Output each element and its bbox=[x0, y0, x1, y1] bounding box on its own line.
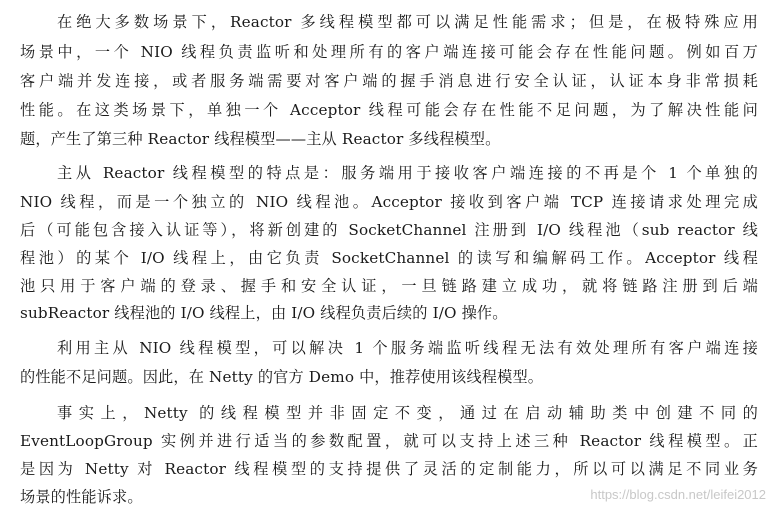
paragraph-2-line-6: subReactor 线程池的 I/O 线程上，由 I/O 线程负责后续的 I/O 操作。 bbox=[20, 304, 508, 322]
paragraph-4-line-4: 场景的性能诉求。 bbox=[20, 488, 143, 506]
paragraph-1-line-2: 场景中，一个 NIO 线程负责监听和处理所有的客户端连接可能会存在性能问题。例如百万 bbox=[20, 43, 758, 61]
paragraph-2-line-3: 后（可能包含接入认证等），将新创建的 SocketChannel 注册到 I/O 线程池（sub reactor 线 bbox=[20, 221, 758, 239]
paragraph-2-line-2: NIO 线程，而是一个独立的 NIO 线程池。Acceptor 接收到客户端 TCP 连接请求处理完成 bbox=[20, 193, 758, 211]
paragraph-1-line-3: 客户端并发连接，或者服务端需要对客户端的握手消息进行安全认证，认证本身非常损耗 bbox=[20, 72, 758, 90]
paragraph-2-line-1: 主从 Reactor 线程模型的特点是：服务端用于接收客户端连接的不再是个 1 个单独的 bbox=[57, 164, 758, 182]
paragraph-4-line-3: 是因为 Netty 对 Reactor 线程模型的支持提供了灵活的定制能力，所以可以满足不同业务 bbox=[20, 460, 758, 478]
csdn-watermark: https://blog.csdn.net/leifei2012 bbox=[590, 487, 766, 502]
paragraph-3-line-1: 利用主从 NIO 线程模型，可以解决 1 个服务端监听线程无法有效处理所有客户端连接 bbox=[57, 339, 758, 357]
paragraph-2-line-5: 池只用于客户端的登录、握手和安全认证，一旦链路建立成功，就将链路注册到后端 bbox=[20, 277, 758, 295]
paragraph-2-line-4: 程池）的某个 I/O 线程上，由它负责 SocketChannel 的读写和编解码工作。Acceptor 线程 bbox=[20, 249, 758, 267]
paragraph-3-line-2: 的性能不足问题。因此，在 Netty 的官方 Demo 中，推荐使用该线程模型。 bbox=[20, 368, 544, 386]
paragraph-4-line-1: 事实上，Netty 的线程模型并非固定不变，通过在启动辅助类中创建不同的 bbox=[57, 404, 758, 422]
paragraph-1-line-5: 题，产生了第三种 Reactor 线程模型——主从 Reactor 多线程模型。 bbox=[20, 130, 501, 148]
paragraph-4-line-2: EventLoopGroup 实例并进行适当的参数配置，就可以支持上述三种 Reactor 线程模型。正 bbox=[20, 432, 758, 450]
paragraph-1-line-4: 性能。在这类场景下，单独一个 Acceptor 线程可能会存在性能不足问题，为了解决性能问 bbox=[20, 101, 758, 119]
paragraph-1-line-1: 在绝大多数场景下，Reactor 多线程模型都可以满足性能需求；但是，在极特殊应用 bbox=[57, 13, 758, 31]
